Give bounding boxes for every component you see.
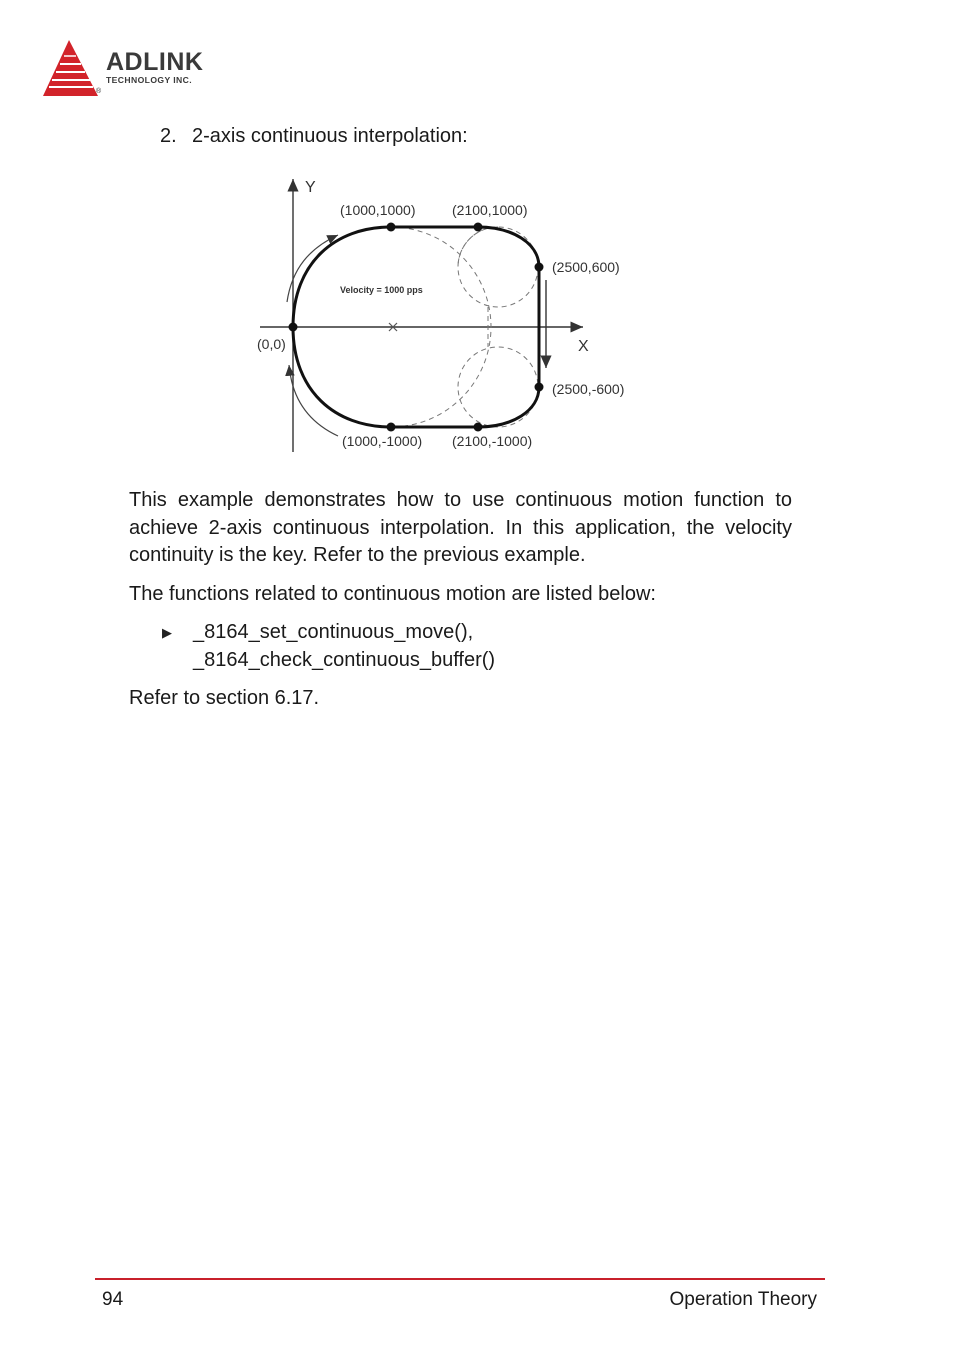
bullet-triangle-icon: ▶	[162, 625, 172, 640]
label-1000-neg1000: (1000,-1000)	[342, 433, 423, 449]
logo-registered: ®	[96, 88, 102, 95]
section-number: 2.	[160, 125, 177, 147]
footer-page-number: 94	[102, 1289, 124, 1310]
adlink-logo	[40, 36, 240, 102]
label-2500-neg600: (2500,-600)	[552, 381, 625, 397]
label-origin: (0,0)	[257, 336, 286, 352]
body-paragraph-3: Refer to section 6.17.	[129, 687, 320, 709]
point-2100-neg1000	[474, 423, 483, 432]
point-origin	[289, 323, 298, 332]
y-axis-label: Y	[305, 179, 316, 196]
point-2100-1000	[474, 223, 483, 232]
section-heading	[160, 124, 468, 148]
footer-divider	[95, 1278, 825, 1280]
point-1000-1000	[387, 223, 396, 232]
logo-brand: ADLINK	[106, 48, 204, 76]
label-2500-600: (2500,600)	[552, 259, 620, 275]
logo-tagline: TECHNOLOGY INC.	[106, 75, 193, 85]
label-2100-1000: (2100,1000)	[452, 202, 528, 218]
body-paragraph-1: This example demonstrates how to use continuous motion function to achieve 2-axis continuous interpolation. In this application, the velocity continuity is the key. Refer to the previous example.	[129, 489, 792, 566]
function-list-item	[162, 619, 495, 674]
interpolation-diagram	[250, 168, 660, 458]
label-1000-1000: (1000,1000)	[340, 202, 416, 218]
section-title: 2-axis continuous interpolation:	[192, 125, 468, 147]
function-name-set-continuous-move: _8164_set_continuous_move(),	[193, 621, 474, 643]
body-paragraph-2: The functions related to continuous motion are listed below:	[129, 583, 656, 605]
function-name-check-continuous-buffer: _8164_check_continuous_buffer()	[193, 648, 496, 671]
footer-chapter-title: Operation Theory	[669, 1289, 817, 1310]
velocity-note: Velocity = 1000 pps	[340, 285, 423, 295]
x-axis-label: X	[578, 338, 589, 355]
point-2500-600	[535, 263, 544, 272]
direction-arrow-lower	[289, 365, 338, 436]
point-2500-neg600	[535, 383, 544, 392]
point-1000-neg1000	[387, 423, 396, 432]
label-2100-neg1000: (2100,-1000)	[452, 433, 533, 449]
